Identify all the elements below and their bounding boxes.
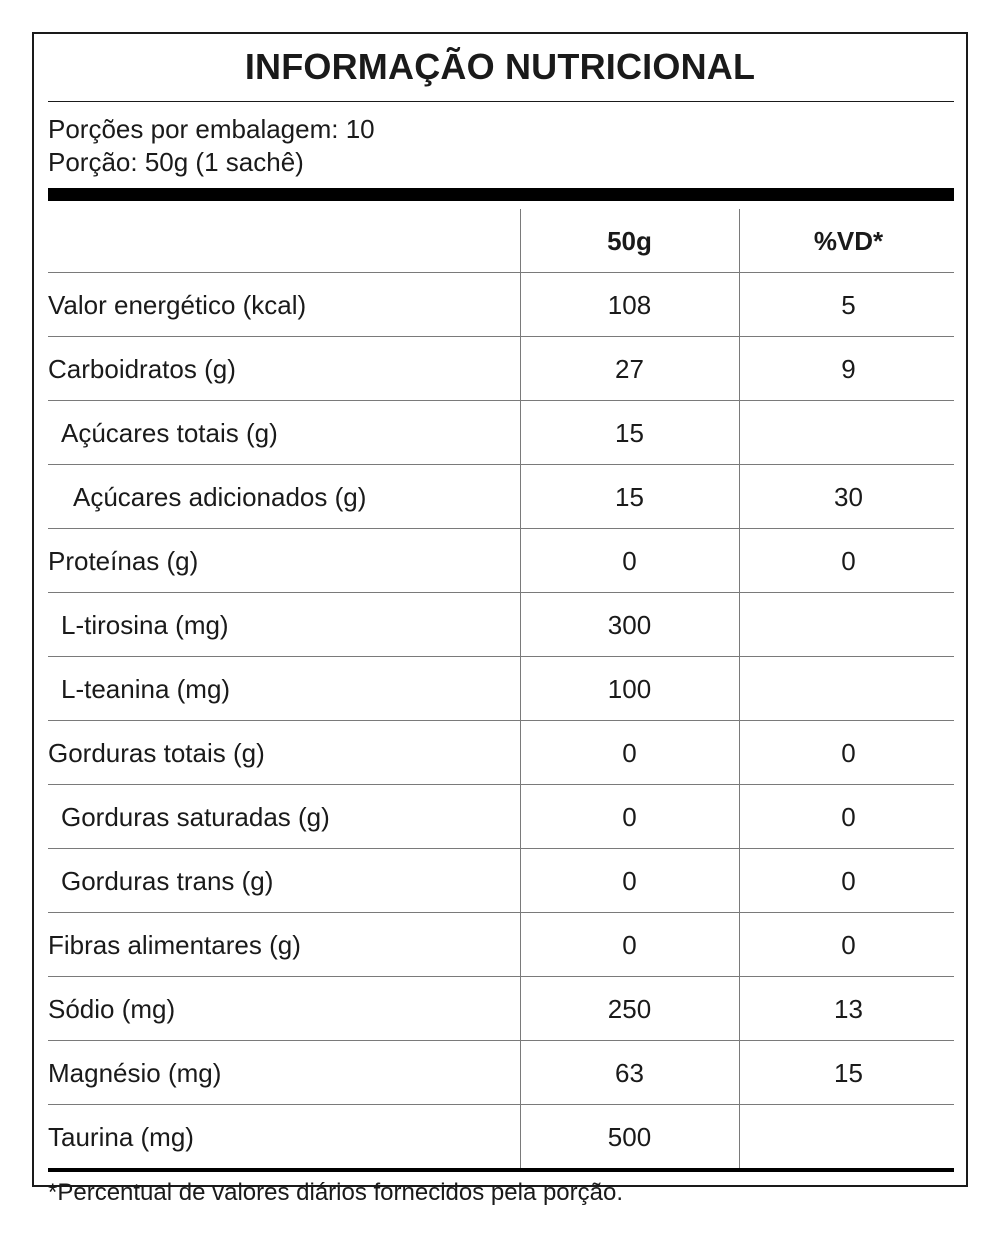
table-row [48,657,954,721]
nutrient-daily-value: 9 [841,354,856,384]
nutrient-amount: 0 [622,866,637,896]
nutrient-amount: 250 [607,994,652,1024]
thick-divider-top [48,188,954,201]
nutrient-amount: 100 [607,674,652,704]
table-row [48,785,954,849]
nutrient-daily-value [739,593,958,657]
nutrient-amount: 0 [622,930,637,960]
serving-size: Porção: 50g (1 sachê) [48,147,304,177]
nutrient-amount: 15 [615,482,644,512]
nutrient-daily-value: 0 [841,866,856,896]
title-divider [48,101,954,102]
table-row [48,721,954,785]
column-header-dv: %VD* [813,226,884,256]
table-row [48,273,954,337]
table-row [48,401,954,465]
nutrient-daily-value [739,657,958,721]
nutrient-daily-value [739,401,958,465]
table-header-row [48,209,954,273]
nutrient-daily-value: 5 [841,290,856,320]
table-row [48,977,954,1041]
nutrient-amount: 27 [615,354,644,384]
nutrient-label: Açúcares totais (g) [61,418,278,448]
nutrient-amount: 15 [615,418,644,448]
nutrient-label: Valor energético (kcal) [48,290,307,320]
nutrient-amount: 300 [607,610,652,640]
thick-divider-bottom [48,1168,954,1172]
nutrient-label: Gorduras totais (g) [48,738,265,768]
nutrient-daily-value: 30 [834,482,863,512]
nutrient-daily-value: 0 [841,802,856,832]
nutrient-amount: 500 [607,1122,652,1152]
nutrient-amount: 0 [622,546,637,576]
nutrient-amount: 0 [622,802,637,832]
nutrient-daily-value: 0 [841,930,856,960]
table-row [48,529,954,593]
nutrient-label: Carboidratos (g) [48,354,236,384]
nutrient-label: L-teanina (mg) [61,674,231,704]
table-row [48,849,954,913]
nutrient-label: Gorduras trans (g) [61,866,274,896]
nutrient-label: Gorduras saturadas (g) [61,802,330,832]
nutrient-daily-value: 0 [841,738,856,768]
nutrient-daily-value: 13 [834,994,863,1024]
table-row [48,337,954,401]
nutrient-label: Magnésio (mg) [48,1058,222,1088]
nutrient-label: L-tirosina (mg) [61,610,229,640]
nutrient-label: Açúcares adicionados (g) [73,482,367,512]
nutrient-label: Sódio (mg) [48,994,176,1024]
nutrient-daily-value [739,1105,958,1169]
nutrient-amount: 108 [607,290,652,320]
table-row [48,1041,954,1105]
nutrient-label: Proteínas (g) [48,546,199,576]
table-row [48,593,954,657]
table-row [48,1105,954,1169]
nutrient-label: Taurina (mg) [48,1122,194,1152]
nutrition-facts-panel [32,32,968,1206]
nutrient-daily-value: 15 [834,1058,863,1088]
nutrient-amount: 63 [615,1058,644,1088]
footnote: *Percentual de valores diários fornecidos pela porção. [48,1179,624,1206]
nutrient-amount: 0 [622,738,637,768]
servings-per-package: Porções por embalagem: 10 [48,114,375,144]
table-row [48,913,954,977]
nutrient-daily-value: 0 [841,546,856,576]
nutrient-label: Fibras alimentares (g) [48,930,301,960]
table-row [48,465,954,529]
panel-title: INFORMAÇÃO NUTRICIONAL [244,46,756,87]
column-header-amount: 50g [607,226,652,256]
